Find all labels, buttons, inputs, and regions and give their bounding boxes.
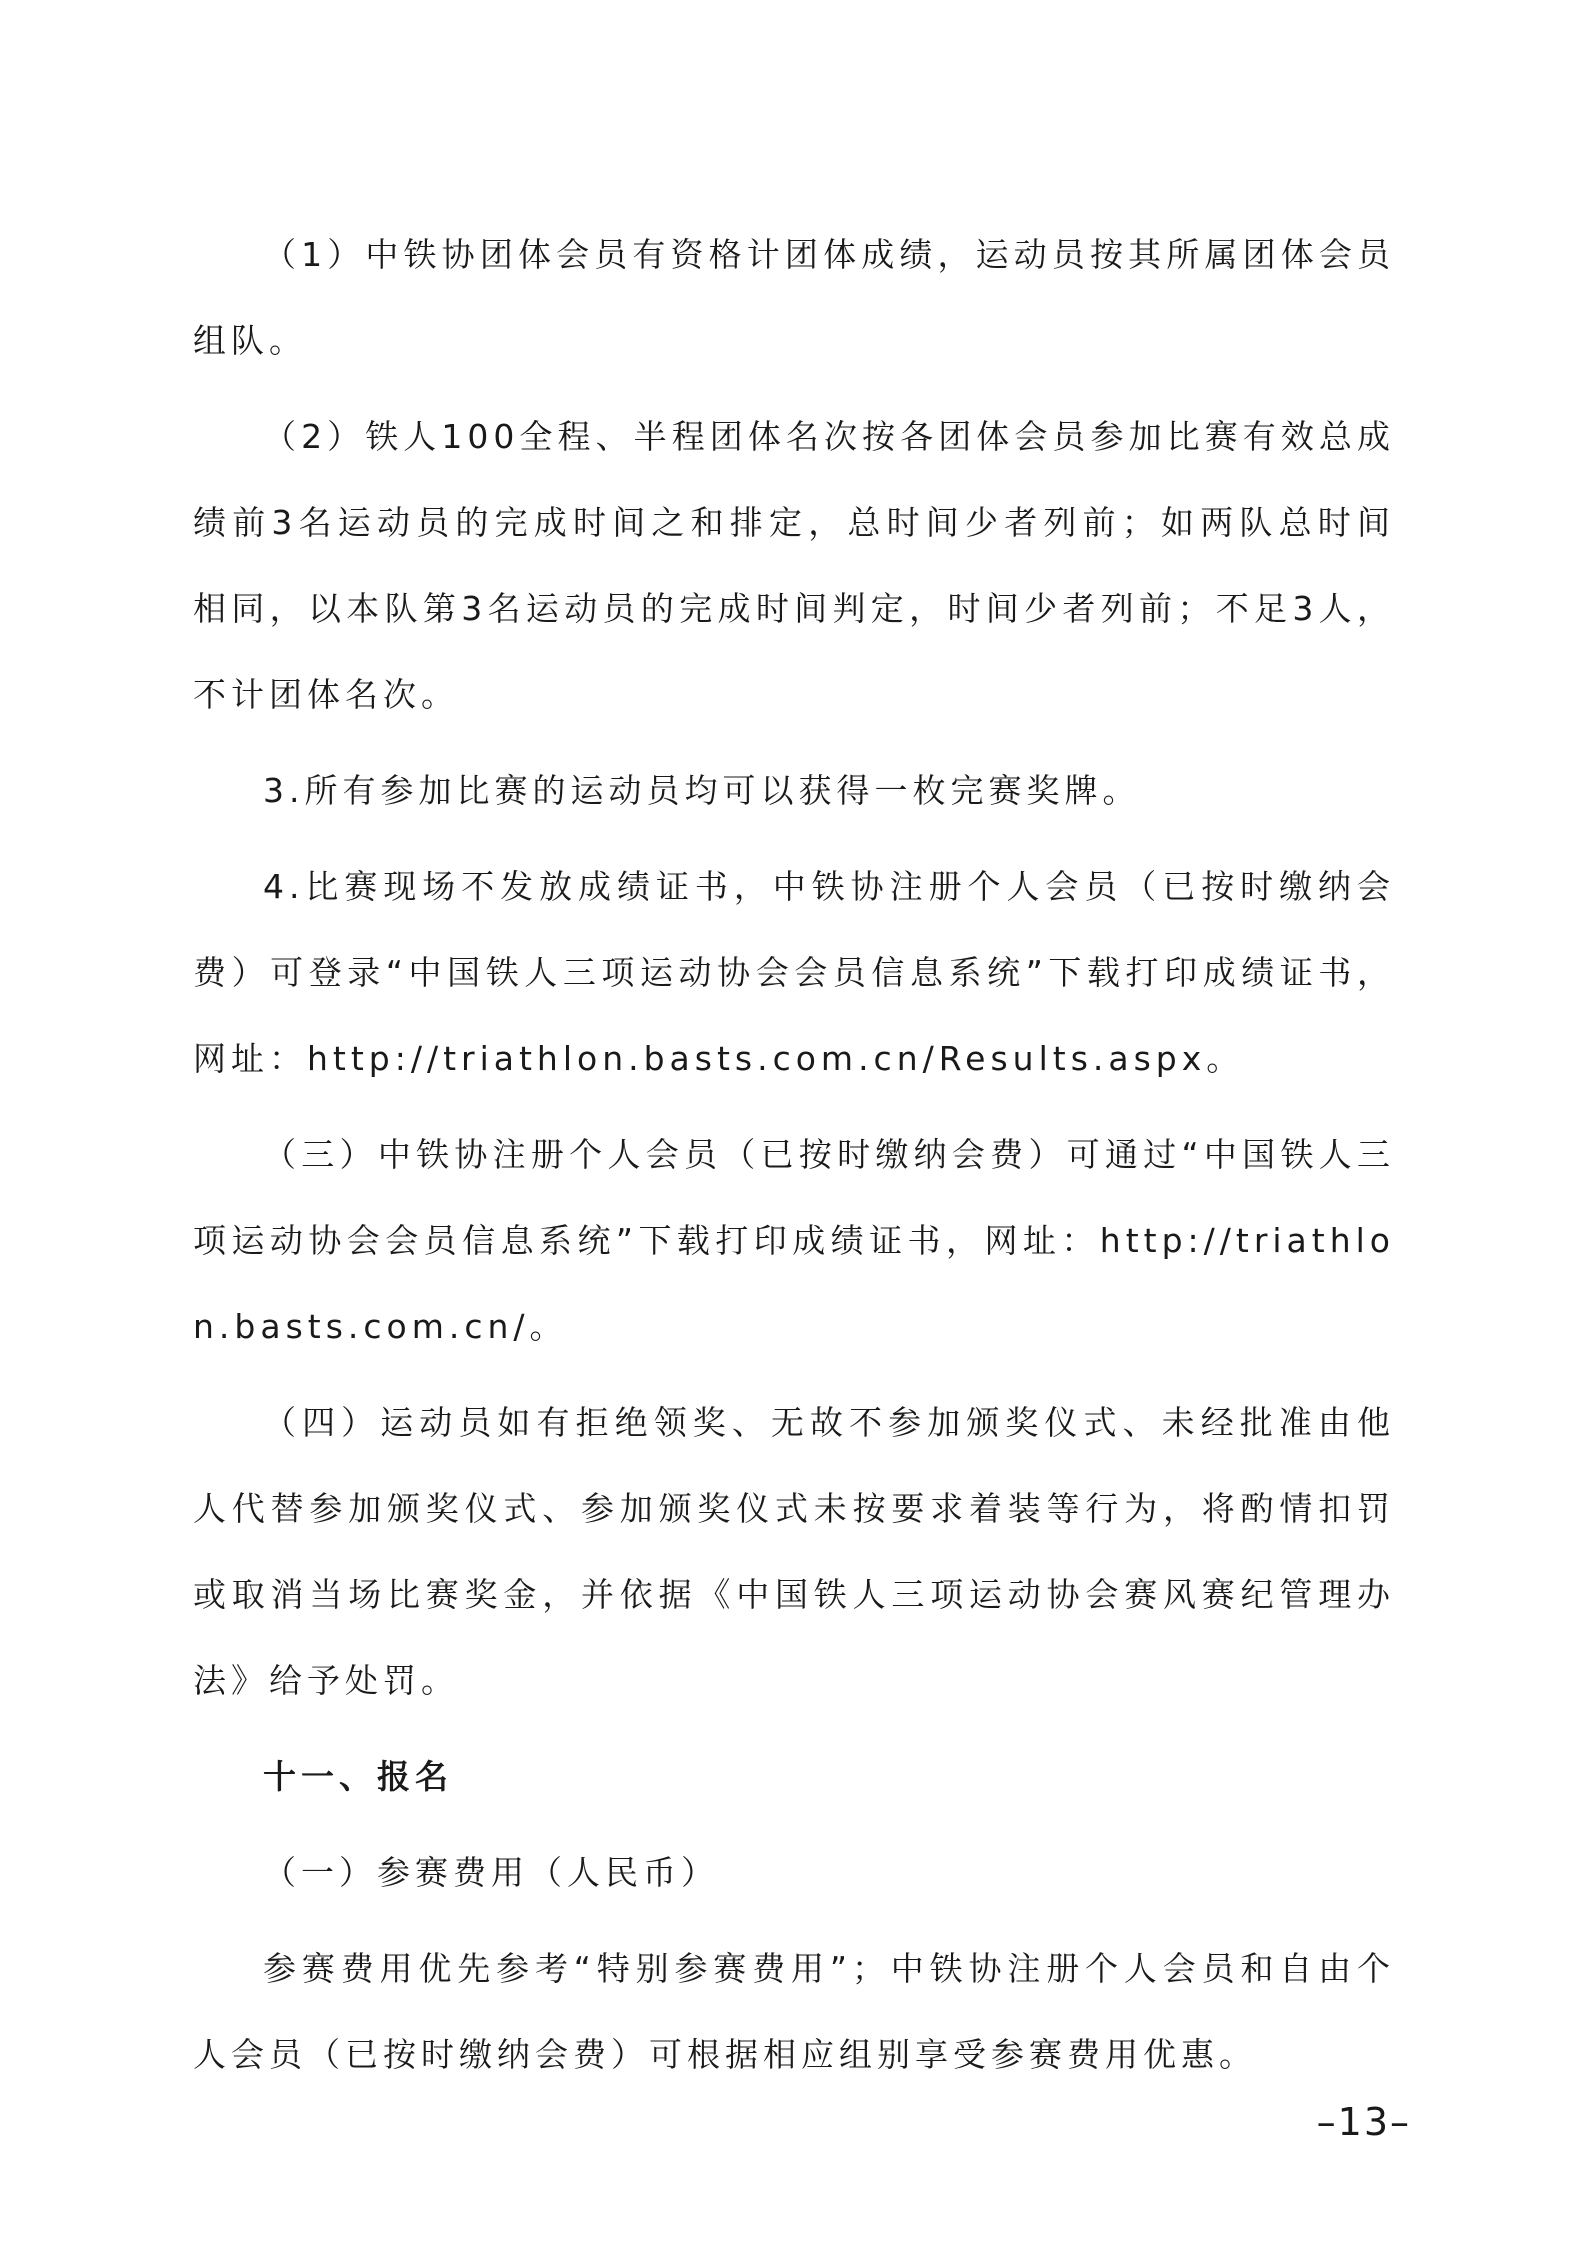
paragraph-entry-fee-note: 参赛费用优先参考“特别参赛费用”；中铁协注册个人会员和自由个人会员（已按时缴纳会费）可根据相应组别享受参赛费用优惠。 <box>193 1949 1395 2074</box>
paragraph-team-eligibility: （1）中铁协团体会员有资格计团体成绩，运动员按其所属团体会员组队。 <box>193 235 1395 360</box>
paragraph-award-penalty: （四）运动员如有拒绝领奖、无故不参加颁奖仪式、未经批准由他人代替参加颁奖仪式、参加颁奖仪式未按要求着装等行为，将酌情扣罚或取消当场比赛奖金，并依据《中国铁人三项运动协会赛风赛纪管理办法》给予处罚。 <box>193 1403 1395 1700</box>
subsection-heading-entry-fee: （一）参赛费用（人民币） <box>263 1853 719 1892</box>
document-body <box>193 212 1395 2108</box>
paragraph-member-certificate: （三）中铁协注册个人会员（已按时缴纳会费）可通过“中国铁人三项运动协会会员信息系统”下载打印成绩证书，网址：http://triathlon.basts.com.cn/。 <box>193 1135 1395 1346</box>
paragraph-team-ranking: （2）铁人100全程、半程团体名次按各团体会员参加比赛有效总成绩前3名运动员的完成时间之和排定，总时间少者列前；如两队总时间相同，以本队第3名运动员的完成时间判定，时间少者列前；不足3人，不计团体名次。 <box>193 417 1395 714</box>
page-number: –13– <box>1316 2100 1411 2144</box>
paragraph-finisher-medal: 3.所有参加比赛的运动员均可以获得一枚完赛奖牌。 <box>263 771 1141 810</box>
paragraph-results-certificate: 4.比赛现场不发放成绩证书，中铁协注册个人会员（已按时缴纳会费）可登录“中国铁人三项运动协会会员信息系统”下载打印成绩证书，网址：http://triathlon.basts.com.cn/Results.aspx。 <box>193 867 1395 1078</box>
section-heading-registration: 十一、报名 <box>263 1757 453 1796</box>
